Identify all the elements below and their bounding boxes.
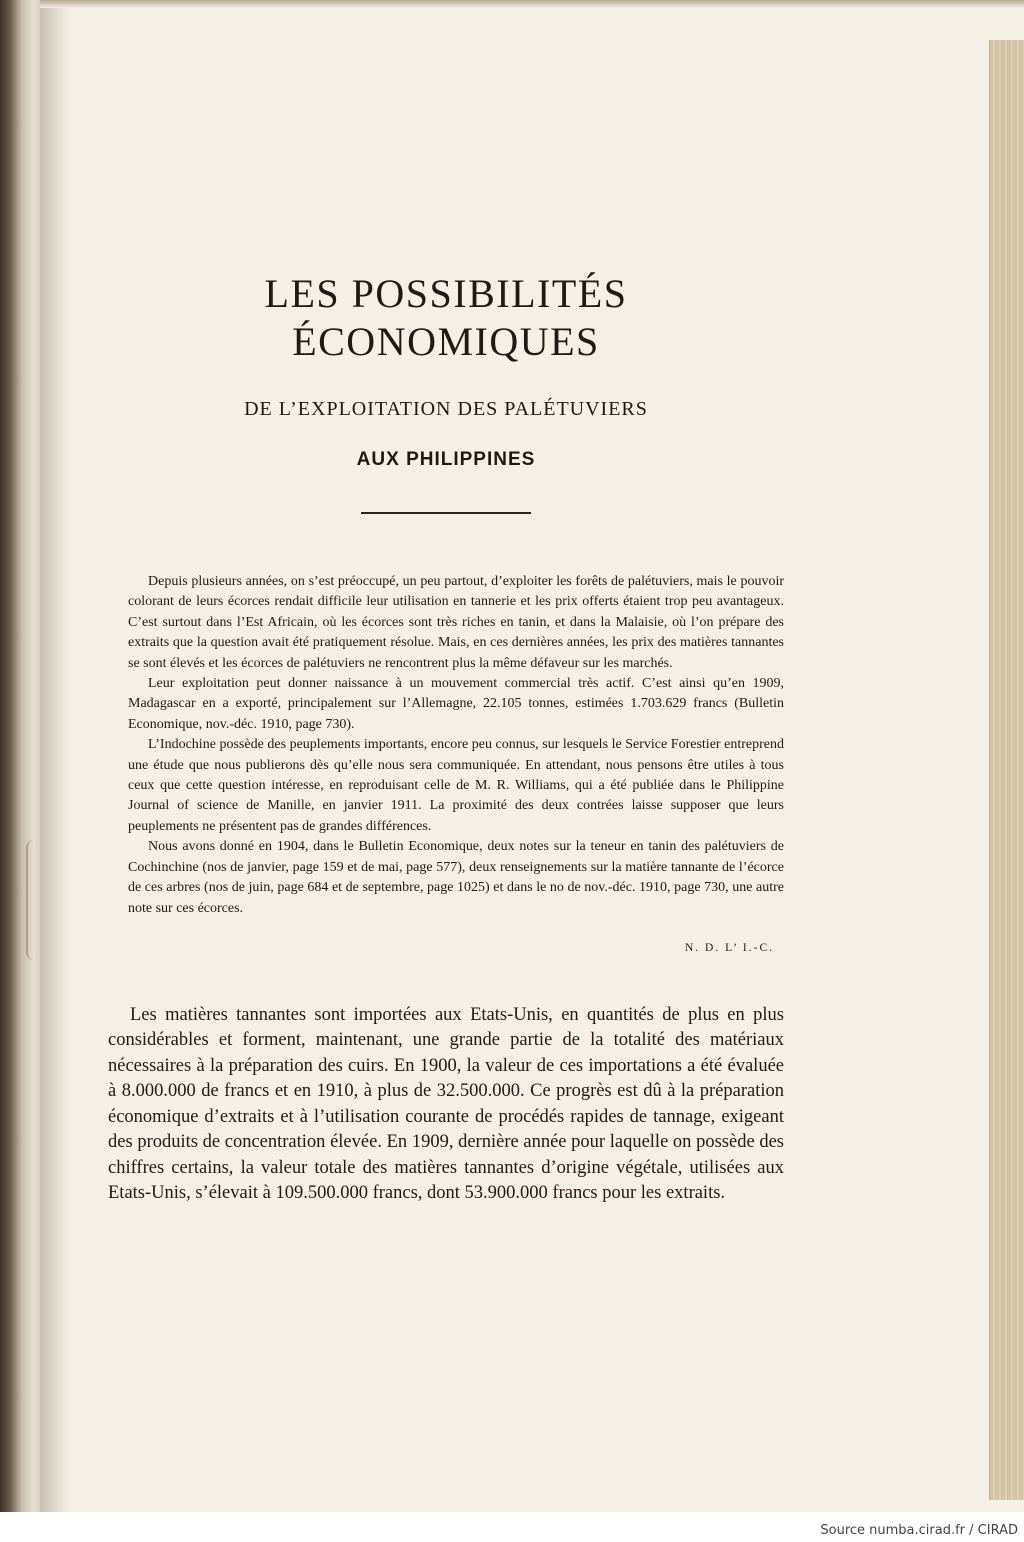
body-paragraph: Les matières tannantes sont importées aux Etats-Unis, en quantités de plus en plus considérables et forment, maintenant, une grande partie de la totalité des matériaux nécessaires à la préparation des cuirs. En 1900, la valeur de ces importations a été évaluée à 8.000.000 de francs et en 1910, à plus de 32.500.000. Ce progrès est dû à la préparation économique d’extraits et à l’utilisation courante de procédés rapides de tannage, exigeant des produits de concentration élevée. En 1909, dernière année pour laquelle on possède des chiffres certains, la valeur totale des matières tannantes d’origine végétale, utilisées aux Etats-Unis, s’élevait à 109.500.000 francs, dont 53.900.000 francs pour les extraits. (108, 1004, 784, 1204)
top-edge (40, 0, 1024, 8)
source-credit: Source numba.cirad.fr / CIRAD (820, 1523, 1018, 1538)
main-text (108, 1003, 784, 1207)
editor-note (128, 572, 784, 955)
gutter-shadow (40, 0, 70, 1512)
note-paragraph: Depuis plusieurs années, on s’est préoccupé, un peu partout, d’exploiter les forêts de palétuviers, mais le pouvoir colorant de leurs écorces rendait difficile leur utilisation en tannerie et les prix offerts étaient trop peu avantageux. C’est surtout dans l’Est Africain, où les écorces sont très riches en tanin, et dans la Malaisie, où l’on prépare des extraits que la question avait été pratiquement résolue. Mais, en ces dernières années, les prix des matières tannantes se sont élevés et les écorces de palétuviers ne rencontrent plus la même défaveur sur les marchés. (128, 574, 784, 671)
left-page-edge (0, 0, 40, 1512)
note-paragraph: Leur exploitation peut donner naissance à un mouvement commercial très actif. C’est ainsi qu’en 1909, Madagascar en a exporté, principalement sur l’Allemagne, 22.105 tonnes, estimées 1.703.629 francs (Bulletin Economique, nov.-déc. 1910, page 730). (128, 676, 784, 732)
article-subtitle: DE L’EXPLOITATION DES PALÉTUVIERS (244, 398, 648, 420)
article-place: AUX PHILIPPINES (356, 449, 536, 470)
title-rule (361, 512, 531, 514)
binding-thread (26, 840, 44, 960)
article (108, 270, 784, 1207)
article-title: LES POSSIBILITÉS ÉCONOMIQUES (264, 271, 628, 364)
editor-signature: N. D. L’ I.-C. (684, 941, 774, 954)
note-paragraph: Nous avons donné en 1904, dans le Bulletin Economique, deux notes sur la teneur en tanin des palétuviers de Cochinchine (nos de janvier, page 159 et de mai, page 577), deux renseignements sur la matière tannante de l’écorce de ces arbres (nos de juin, page 684 et de septembre, page 1025) et dans le no de nov.-déc. 1910, page 730, une autre note sur ces écorces. (128, 839, 784, 916)
page-stack-edges (989, 40, 1024, 1500)
note-paragraph: L’Indochine possède des peuplements importants, encore peu connus, sur lesquels le Service Forestier entreprend une étude que nous publierons dès qu’elle nous sera communiquée. En attendant, nous pensons être utiles à tous ceux que cette question intéresse, en reproduisant celle de M. R. Williams, qui a été publiée dans le Philippine Journal of science de Manille, en janvier 1911. La proximité des deux contrées laisse supposer que leurs peuplements ne présentent pas de grandes différences. (128, 737, 784, 834)
